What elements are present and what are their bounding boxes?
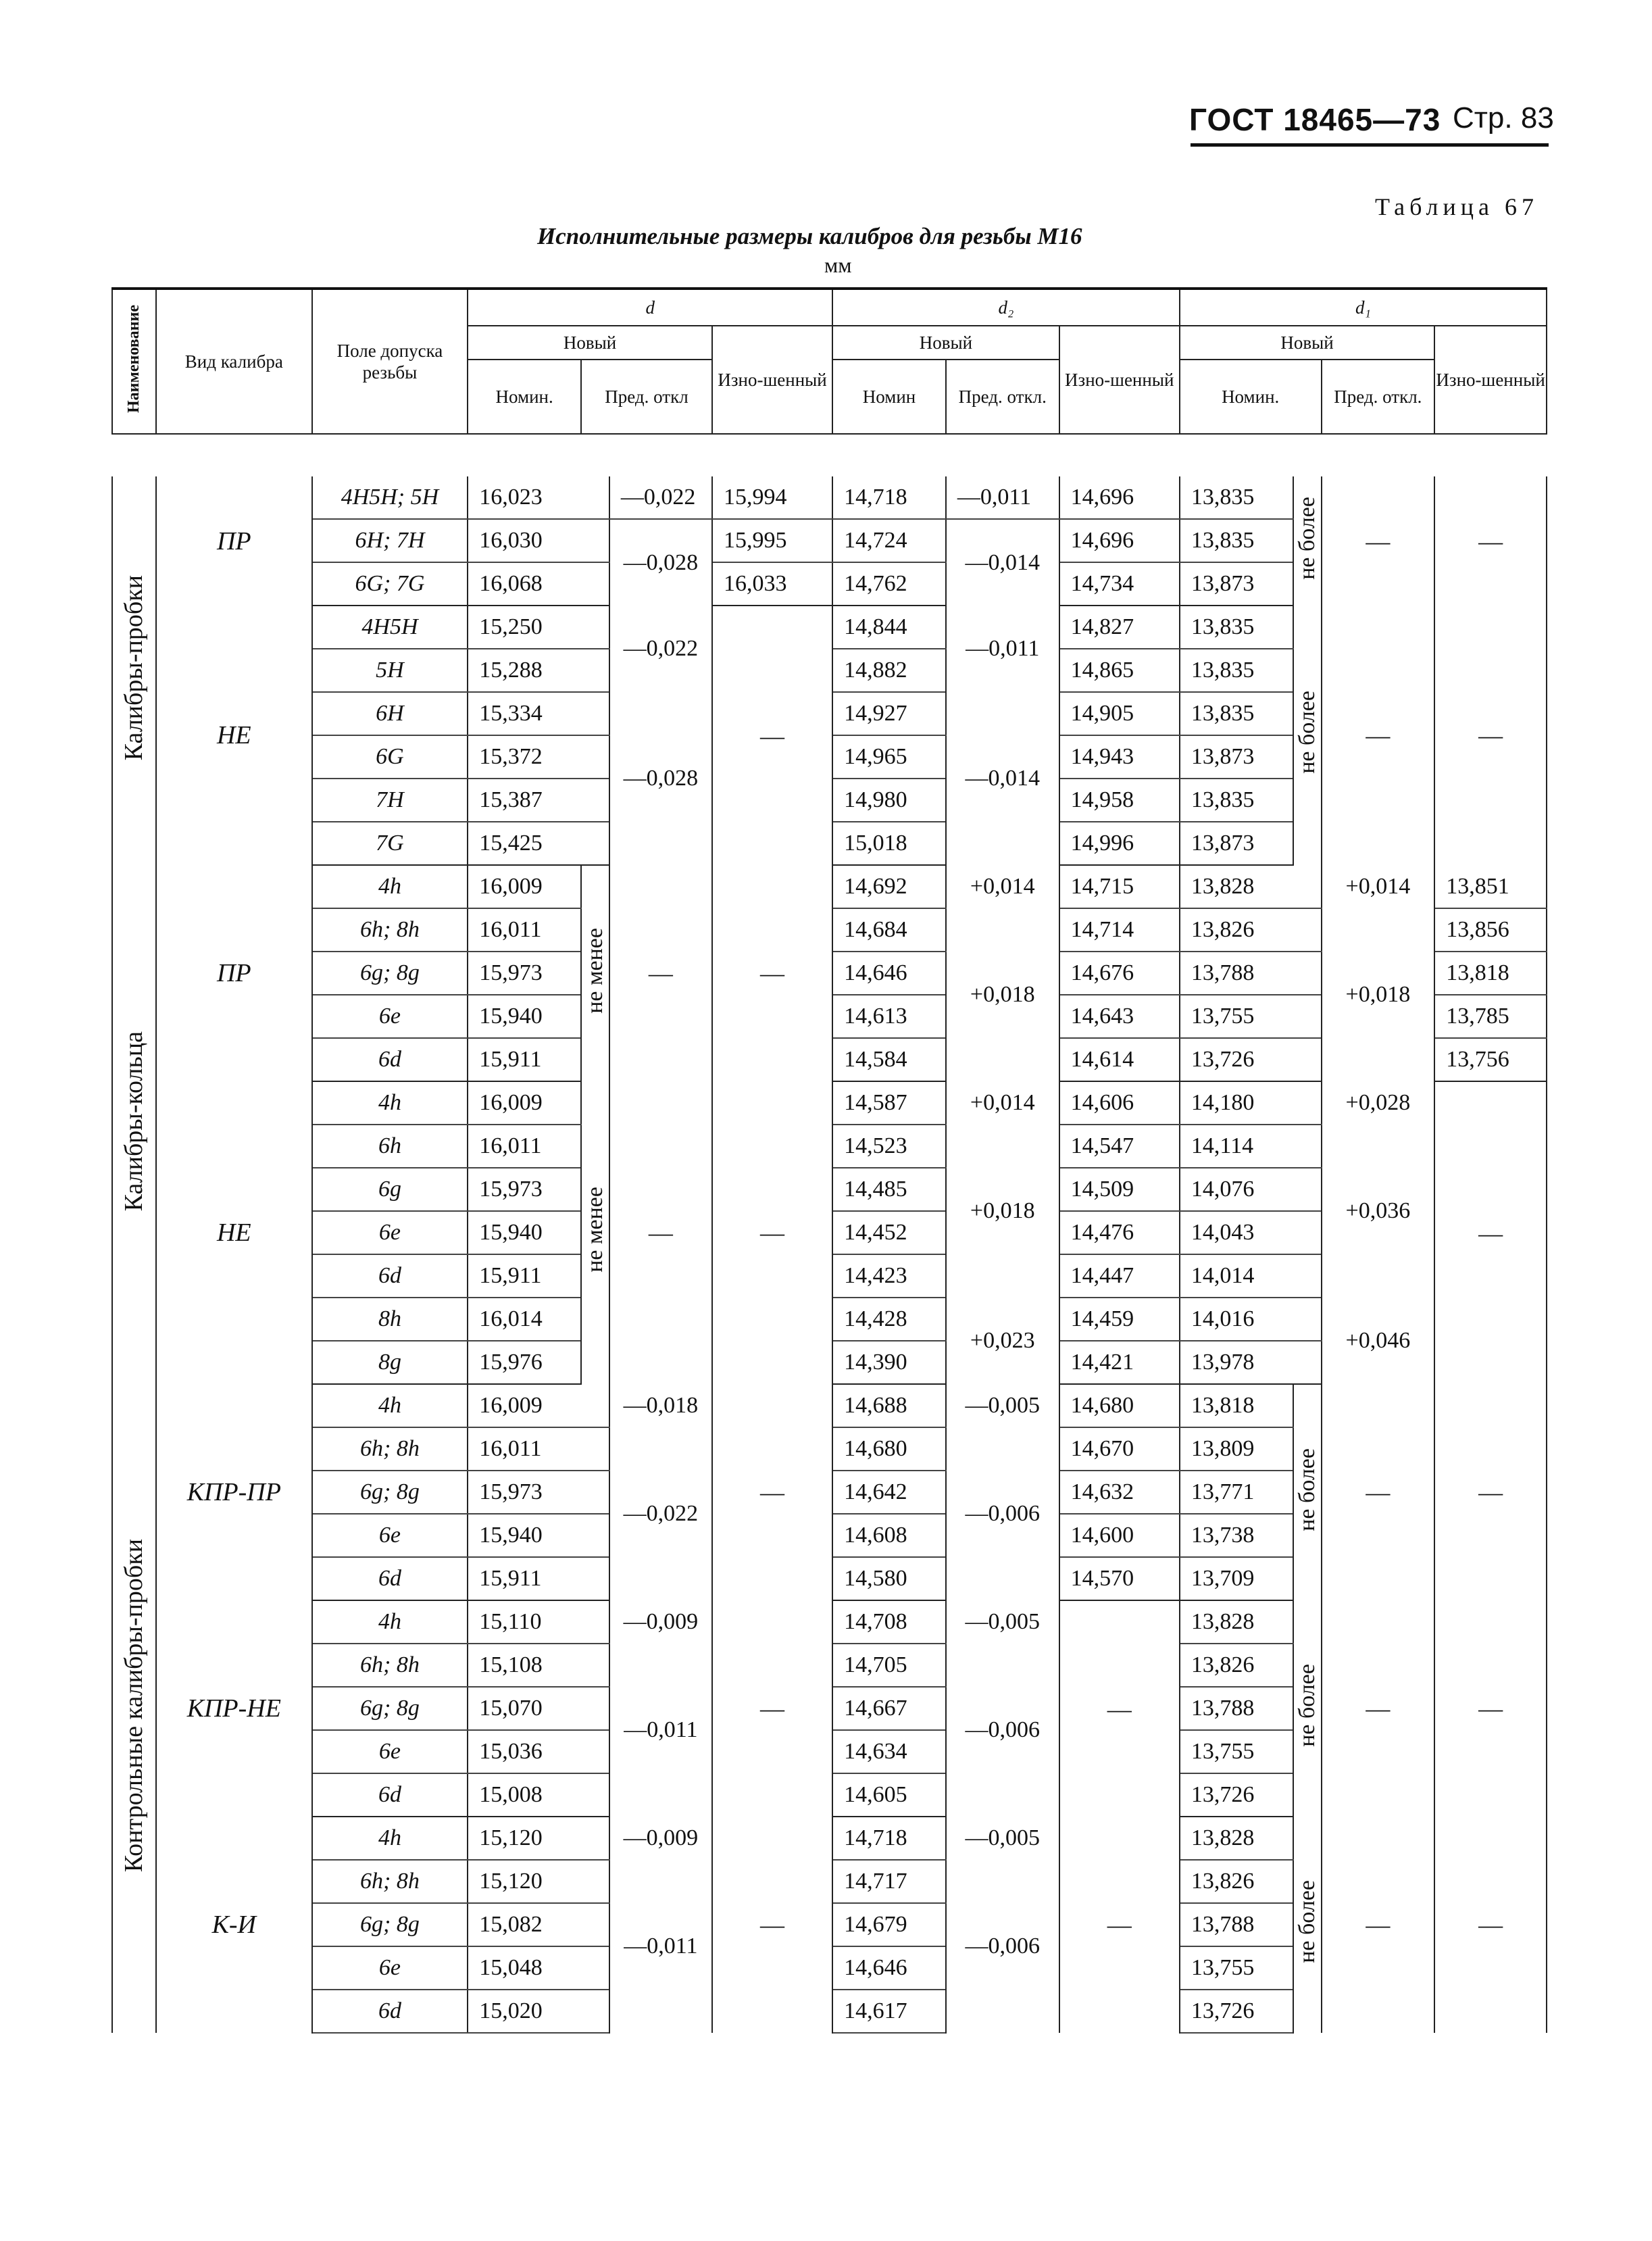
d2-deviation: —0,005: [946, 1384, 1059, 1427]
d2-nominal: 14,523: [832, 1125, 946, 1168]
d2-nominal: 14,485: [832, 1168, 946, 1211]
tolerance-field: 6d: [312, 1990, 468, 2033]
d2-deviation: +0,023: [946, 1298, 1059, 1384]
tolerance-field: 4h: [312, 1081, 468, 1125]
d-nominal: 15,020: [468, 1990, 609, 2033]
d1-nominal: 13,726: [1180, 1773, 1293, 1817]
d-nominal: 15,973: [468, 952, 581, 995]
d1-worn-dash: —: [1434, 1384, 1547, 1600]
tolerance-field: 6h; 8h: [312, 1644, 468, 1687]
d-nominal: 15,120: [468, 1817, 609, 1860]
d1-worn: 13,756: [1434, 1038, 1547, 1081]
d2-deviation: —0,006: [946, 1427, 1059, 1600]
d-nominal: 16,030: [468, 519, 609, 562]
tolerance-field: 6G; 7G: [312, 562, 468, 606]
d2-nominal: 14,646: [832, 952, 946, 995]
d-nominal: 15,008: [468, 1773, 609, 1817]
tolerance-field: 6e: [312, 995, 468, 1038]
d-deviation: —0,022: [609, 1427, 712, 1600]
d-nominal: 16,014: [468, 1298, 581, 1341]
d2-worn: 14,600: [1059, 1514, 1180, 1557]
tolerance-field: 4h: [312, 865, 468, 908]
header-d2: d₂: [832, 289, 1180, 326]
limit-note: не менее: [581, 865, 609, 1081]
page-number: Стр. 83: [1453, 101, 1554, 134]
d-worn: 15,994: [712, 476, 832, 519]
d-nominal: 15,911: [468, 1557, 609, 1600]
d2-worn: 14,734: [1059, 562, 1180, 606]
d2-nominal: 14,642: [832, 1471, 946, 1514]
d1-nominal: 13,978: [1180, 1341, 1322, 1384]
header-d1-nominal: Номин.: [1180, 360, 1322, 434]
d2-nominal: 14,724: [832, 519, 946, 562]
tolerance-field: 6d: [312, 1254, 468, 1298]
limit-note: не менее: [581, 1081, 609, 1384]
limit-note: не более: [1293, 1384, 1322, 1600]
tolerance-field: 7G: [312, 822, 468, 865]
d-nominal: 15,372: [468, 735, 609, 779]
d2-nominal: 14,708: [832, 1600, 946, 1644]
d1-nominal: 13,835: [1180, 476, 1293, 519]
d2-nominal: 14,882: [832, 649, 946, 692]
d2-nominal: 14,844: [832, 606, 946, 649]
d-nominal: 15,973: [468, 1168, 581, 1211]
tolerance-field: 6g: [312, 1168, 468, 1211]
tolerance-field: 6h; 8h: [312, 908, 468, 952]
d-nominal: 15,387: [468, 779, 609, 822]
tolerance-field: 6e: [312, 1211, 468, 1254]
category-plug-gauges: Калибры-пробки: [112, 476, 156, 865]
d2-nominal: 14,684: [832, 908, 946, 952]
d1-deviation-dash: —: [1322, 1817, 1435, 2033]
group-label: НЕ: [156, 1081, 312, 1384]
header-d-deviation: Пред. откл: [581, 360, 712, 434]
d2-nominal: 14,428: [832, 1298, 946, 1341]
d1-nominal: 14,114: [1180, 1125, 1322, 1168]
d-nominal: 16,011: [468, 908, 581, 952]
d2-worn: 14,476: [1059, 1211, 1180, 1254]
d2-worn: 14,643: [1059, 995, 1180, 1038]
d-deviation: —0,011: [609, 1860, 712, 2033]
d2-nominal: 14,965: [832, 735, 946, 779]
d1-worn-dash: —: [1434, 1817, 1547, 2033]
d2-worn: 14,447: [1059, 1254, 1180, 1298]
document-title: ГОСТ 18465—73: [1189, 102, 1441, 137]
d2-nominal: 14,679: [832, 1903, 946, 1946]
d2-nominal: 14,390: [832, 1341, 946, 1384]
d-deviation: —0,018: [609, 1384, 712, 1427]
d1-nominal: 13,788: [1180, 1903, 1293, 1946]
d-worn-dash: —: [712, 1817, 832, 2033]
d1-nominal: 13,709: [1180, 1557, 1293, 1600]
tolerance-field: 5H: [312, 649, 468, 692]
d1-nominal: 14,180: [1180, 1081, 1322, 1125]
d-nominal: 16,068: [468, 562, 609, 606]
d2-worn: 14,570: [1059, 1557, 1180, 1600]
d2-nominal: 14,617: [832, 1990, 946, 2033]
d2-worn: 14,680: [1059, 1384, 1180, 1427]
d-deviation-dash: —: [609, 865, 712, 1081]
limit-note: не более: [1293, 606, 1322, 865]
d2-deviation: +0,018: [946, 1125, 1059, 1298]
d1-worn: 13,851: [1434, 865, 1547, 908]
d-nominal: 15,036: [468, 1730, 609, 1773]
d1-nominal: 13,738: [1180, 1514, 1293, 1557]
d2-nominal: 14,423: [832, 1254, 946, 1298]
d1-nominal: 13,873: [1180, 562, 1293, 606]
d1-deviation: +0,046: [1322, 1298, 1435, 1384]
header-rule: [1191, 143, 1549, 147]
d1-nominal: 13,788: [1180, 1687, 1293, 1730]
d-deviation: —0,022: [609, 476, 712, 519]
tolerance-field: 8h: [312, 1298, 468, 1341]
d1-nominal: 13,835: [1180, 692, 1293, 735]
tolerance-field: 4h: [312, 1817, 468, 1860]
d2-worn: 14,696: [1059, 476, 1180, 519]
d2-worn: 14,905: [1059, 692, 1180, 735]
d1-worn-dash: —: [1434, 1600, 1547, 1817]
d1-nominal: 13,835: [1180, 606, 1293, 649]
d-nominal: 15,048: [468, 1946, 609, 1990]
d1-nominal: 13,835: [1180, 779, 1293, 822]
d-deviation: —0,022: [609, 606, 712, 692]
d2-nominal: 14,718: [832, 1817, 946, 1860]
table-unit: мм: [824, 253, 852, 277]
d-nominal: 15,082: [468, 1903, 609, 1946]
d-nominal: 15,288: [468, 649, 609, 692]
tolerance-field: 8g: [312, 1341, 468, 1384]
tolerance-field: 6H; 7H: [312, 519, 468, 562]
d-nominal: 15,976: [468, 1341, 581, 1384]
tolerance-field: 6d: [312, 1038, 468, 1081]
d1-nominal: 14,076: [1180, 1168, 1322, 1211]
group-label: К-И: [156, 1817, 312, 2033]
d1-nominal: 13,771: [1180, 1471, 1293, 1514]
header-d: d: [468, 289, 832, 326]
d-deviation-dash: —: [609, 1081, 712, 1384]
d2-nominal: 14,613: [832, 995, 946, 1038]
d-nominal: 15,425: [468, 822, 609, 865]
d-worn-dash: —: [712, 865, 832, 1081]
d2-deviation: —0,014: [946, 692, 1059, 865]
group-label: ПР: [156, 476, 312, 606]
group-label: КПР-НЕ: [156, 1600, 312, 1817]
limit-note: не более: [1293, 476, 1322, 606]
d1-nominal: 14,016: [1180, 1298, 1322, 1341]
d1-nominal: 14,043: [1180, 1211, 1322, 1254]
group-label: ПР: [156, 865, 312, 1081]
d1-nominal: 13,828: [1180, 1817, 1293, 1860]
d-nominal: 15,911: [468, 1254, 581, 1298]
d-worn-dash: —: [712, 1081, 832, 1384]
d1-worn: 13,818: [1434, 952, 1547, 995]
header-d-nominal: Номин.: [468, 360, 581, 434]
d2-worn: 14,943: [1059, 735, 1180, 779]
d2-nominal: 14,927: [832, 692, 946, 735]
d1-deviation-dash: —: [1322, 606, 1435, 865]
d-deviation: —0,028: [609, 519, 712, 606]
d-deviation: —0,011: [609, 1644, 712, 1817]
d1-nominal: 13,788: [1180, 952, 1322, 995]
tolerance-field: 4H5H; 5H: [312, 476, 468, 519]
d2-worn: 14,421: [1059, 1341, 1180, 1384]
d2-deviation: —0,006: [946, 1860, 1059, 2033]
d1-deviation: +0,028: [1322, 1081, 1435, 1125]
d2-deviation: +0,014: [946, 865, 1059, 908]
d2-nominal: 14,608: [832, 1514, 946, 1557]
d-nominal: 15,334: [468, 692, 609, 735]
d2-worn: 14,696: [1059, 519, 1180, 562]
d2-nominal: 14,580: [832, 1557, 946, 1600]
d-worn: 15,995: [712, 519, 832, 562]
d1-nominal: 13,826: [1180, 1860, 1293, 1903]
d-nominal: 15,250: [468, 606, 609, 649]
tolerance-field: 6e: [312, 1946, 468, 1990]
tolerance-field: 4H5H: [312, 606, 468, 649]
d1-worn: 13,785: [1434, 995, 1547, 1038]
tolerance-field: 6e: [312, 1514, 468, 1557]
tolerance-field: 6g; 8g: [312, 952, 468, 995]
header-d1: d₁: [1180, 289, 1547, 326]
tolerance-field: 6g; 8g: [312, 1471, 468, 1514]
header-d-new: Новый: [468, 326, 712, 360]
d-nominal: 15,940: [468, 1514, 609, 1557]
d2-worn: 14,509: [1059, 1168, 1180, 1211]
d2-deviation: —0,006: [946, 1644, 1059, 1817]
d-worn-dash: —: [712, 1384, 832, 1600]
d2-nominal: 15,018: [832, 822, 946, 865]
d-nominal: 15,120: [468, 1860, 609, 1903]
d-nominal: 16,023: [468, 476, 609, 519]
header-tolerance-field: Поле допуска резьбы: [312, 289, 468, 434]
table-number: Таблица 67: [1375, 193, 1538, 220]
d1-worn-dash: —: [1434, 606, 1547, 865]
d-nominal: 15,108: [468, 1644, 609, 1687]
d2-deviation: —0,005: [946, 1817, 1059, 1860]
d1-nominal: 13,873: [1180, 822, 1293, 865]
d2-deviation: +0,018: [946, 908, 1059, 1081]
d1-deviation-dash: —: [1322, 1600, 1435, 1817]
d2-nominal: 14,688: [832, 1384, 946, 1427]
tolerance-field: 6g; 8g: [312, 1903, 468, 1946]
d1-nominal: 13,726: [1180, 1990, 1293, 2033]
d2-worn: 14,958: [1059, 779, 1180, 822]
limit-note: не более: [1293, 1600, 1322, 1817]
d-nominal: 15,070: [468, 1687, 609, 1730]
d-nominal: 15,911: [468, 1038, 581, 1081]
d-nominal: 16,011: [468, 1125, 581, 1168]
tolerance-field: 7H: [312, 779, 468, 822]
d2-worn: 14,996: [1059, 822, 1180, 865]
header-d2-worn: Изно-шенный: [1059, 326, 1180, 434]
d1-deviation-dash: —: [1322, 1384, 1435, 1600]
d1-nominal: 13,826: [1180, 1644, 1293, 1687]
tolerance-field: 6h; 8h: [312, 1427, 468, 1471]
d2-deviation: —0,005: [946, 1600, 1059, 1644]
tolerance-field: 6e: [312, 1730, 468, 1773]
tolerance-field: 6h: [312, 1125, 468, 1168]
header-d1-new: Новый: [1180, 326, 1434, 360]
category-ring-gauges: Калибры-кольца: [112, 865, 156, 1384]
d1-nominal: 13,755: [1180, 1946, 1293, 1990]
d2-worn: 14,632: [1059, 1471, 1180, 1514]
d-deviation: —0,028: [609, 692, 712, 865]
header-name: Наименование: [112, 289, 156, 434]
header-d1-deviation: Пред. откл.: [1322, 360, 1435, 434]
d2-worn: 14,714: [1059, 908, 1180, 952]
d2-worn: 14,676: [1059, 952, 1180, 995]
d1-deviation-dash: —: [1322, 476, 1435, 606]
d-nominal: 15,940: [468, 995, 581, 1038]
d2-nominal: 14,634: [832, 1730, 946, 1773]
d2-worn: 14,827: [1059, 606, 1180, 649]
d2-nominal: 14,692: [832, 865, 946, 908]
d-nominal: 16,009: [468, 1081, 581, 1125]
d2-nominal: 14,667: [832, 1687, 946, 1730]
tolerance-field: 6h; 8h: [312, 1860, 468, 1903]
category-control-plugs: Контрольные калибры-пробки: [112, 1384, 156, 2033]
header-d2-new: Новый: [832, 326, 1059, 360]
tolerance-field: 6d: [312, 1773, 468, 1817]
d2-nominal: 14,584: [832, 1038, 946, 1081]
d1-nominal: 13,828: [1180, 1600, 1293, 1644]
table-caption: Исполнительные размеры калибров для резьбы М16: [537, 223, 1082, 249]
d1-nominal: 14,014: [1180, 1254, 1322, 1298]
d2-nominal: 14,762: [832, 562, 946, 606]
d2-nominal: 14,718: [832, 476, 946, 519]
d2-worn-dash: —: [1059, 1600, 1180, 1817]
d2-nominal: 14,452: [832, 1211, 946, 1254]
limit-note: не более: [1293, 1817, 1322, 2033]
d1-nominal: 13,873: [1180, 735, 1293, 779]
header-d2-nominal: Номин: [832, 360, 946, 434]
d1-deviation: +0,014: [1322, 865, 1435, 908]
d2-worn: 14,670: [1059, 1427, 1180, 1471]
d2-nominal: 14,705: [832, 1644, 946, 1687]
d1-nominal: 13,726: [1180, 1038, 1322, 1081]
d2-worn: 14,865: [1059, 649, 1180, 692]
d1-nominal: 13,828: [1180, 865, 1322, 908]
d2-nominal: 14,717: [832, 1860, 946, 1903]
d2-nominal: 14,680: [832, 1427, 946, 1471]
d2-deviation: —0,011: [946, 476, 1059, 519]
d1-deviation: +0,036: [1322, 1125, 1435, 1298]
d1-nominal: 13,826: [1180, 908, 1322, 952]
d-worn-dash: —: [712, 606, 832, 865]
d2-deviation: —0,014: [946, 519, 1059, 606]
d1-nominal: 13,755: [1180, 1730, 1293, 1773]
d1-nominal: 13,809: [1180, 1427, 1293, 1471]
header-d2-deviation: Пред. откл.: [946, 360, 1059, 434]
d1-worn-dash: —: [1434, 1081, 1547, 1384]
header-gauge-type: Вид калибра: [156, 289, 312, 434]
d1-worn: 13,856: [1434, 908, 1547, 952]
d2-nominal: 14,605: [832, 1773, 946, 1817]
d-nominal: 15,973: [468, 1471, 609, 1514]
d1-worn-dash: —: [1434, 476, 1547, 606]
d-worn: 16,033: [712, 562, 832, 606]
d-nominal: 15,110: [468, 1600, 609, 1644]
d2-nominal: 14,587: [832, 1081, 946, 1125]
d2-nominal: 14,646: [832, 1946, 946, 1990]
d-worn-dash: —: [712, 1600, 832, 1817]
d2-deviation: +0,014: [946, 1081, 1059, 1125]
d-nominal: 15,940: [468, 1211, 581, 1254]
d2-worn: 14,614: [1059, 1038, 1180, 1081]
d2-worn: 14,459: [1059, 1298, 1180, 1341]
d2-worn: 14,606: [1059, 1081, 1180, 1125]
d1-deviation: +0,018: [1322, 908, 1435, 1081]
gauge-dimensions-table: [111, 287, 1547, 2034]
tolerance-field: 6H: [312, 692, 468, 735]
tolerance-field: 4h: [312, 1600, 468, 1644]
tolerance-field: 6d: [312, 1557, 468, 1600]
header-d-worn: Изно-шенный: [712, 326, 832, 434]
tolerance-field: 4h: [312, 1384, 468, 1427]
tolerance-field: 6g; 8g: [312, 1687, 468, 1730]
d-nominal: 16,009: [468, 1384, 609, 1427]
d1-nominal: 13,755: [1180, 995, 1322, 1038]
group-label: КПР-ПР: [156, 1384, 312, 1600]
d2-deviation: —0,011: [946, 606, 1059, 692]
d2-nominal: 14,980: [832, 779, 946, 822]
d-nominal: 16,011: [468, 1427, 609, 1471]
d-deviation: —0,009: [609, 1817, 712, 1860]
d-deviation: —0,009: [609, 1600, 712, 1644]
d2-worn: 14,547: [1059, 1125, 1180, 1168]
d-nominal: 16,009: [468, 865, 581, 908]
group-label: НЕ: [156, 606, 312, 865]
tolerance-field: 6G: [312, 735, 468, 779]
d1-nominal: 13,835: [1180, 519, 1293, 562]
d2-worn-dash: —: [1059, 1817, 1180, 2033]
d2-worn: 14,715: [1059, 865, 1180, 908]
d1-nominal: 13,835: [1180, 649, 1293, 692]
d1-nominal: 13,818: [1180, 1384, 1293, 1427]
header-d1-worn: Изно-шенный: [1434, 326, 1547, 434]
